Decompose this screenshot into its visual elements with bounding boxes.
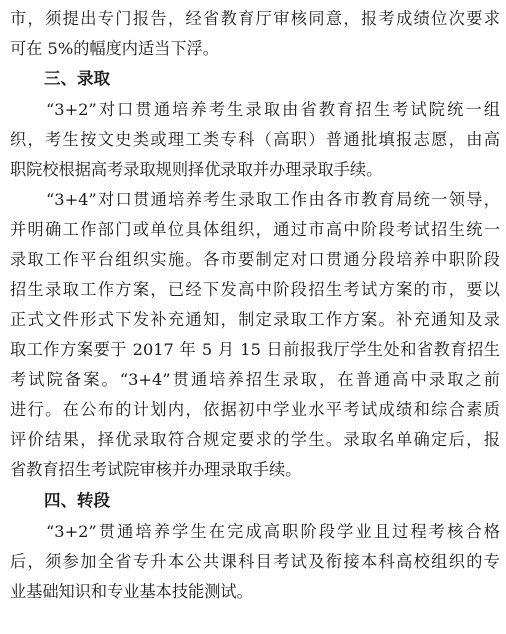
text-line: “3+2”贯通培养学生在完成高职阶段学业且过程考核合格 [46,522,500,541]
text-line: 后，须参加全省专升本公共课科目考试及衔接本科高校组织的专 [10,552,500,571]
text-line: 考试院备案。“3+4”贯通培养招生录取，在普通高中录取之前 [10,370,500,389]
text-line: 取工作方案要于 2017 年 5 月 15 日前报我厅学生处和省教育招生 [10,340,500,359]
text-line: 业基础知识和专业基本技能测试。 [10,582,253,601]
text-line: 织，考生按文史类或理工类专科（高职）普通批填报志愿，由高 [10,130,500,149]
text-line: “3+4”对口贯通培养考生录取工作由各市教育局统一领导， [46,190,500,209]
section-heading-admission: 三、录取 [44,69,110,88]
text-line: 可在 5%的幅度内适当下浮。 [10,39,219,58]
text-line: 正式文件形式下发补充通知，制定录取工作方案。补充通知及录 [10,310,500,329]
text-line: 评价结果，择优录取符合规定要求的学生。录取名单确定后，报 [10,430,500,449]
text-line: 进行。在公布的计划内，依据初中学业水平考试成绩和综合素质 [10,400,500,419]
text-line: “3+2”对口贯通培养考生录取由省教育招生考试院统一组 [46,100,500,119]
text-line: 市，须提出专门报告，经省教育厅审核同意，报考成绩位次要求 [10,9,500,28]
text-line: 省教育招生考试院审核并办理录取手续。 [10,460,302,479]
text-line: 招生录取工作方案，已经下发高中阶段招生考试方案的市，要以 [10,280,500,299]
text-line: 录取工作平台组织实施。各市要制定对口贯通分段培养中职阶段 [10,250,500,269]
text-line: 并明确工作部门或单位具体组织，通过市高中阶段考试招生统一 [10,220,500,239]
text-line: 职院校根据高考录取规则择优录取并办理录取手续。 [10,160,383,179]
section-heading-transfer: 四、转段 [44,491,110,510]
